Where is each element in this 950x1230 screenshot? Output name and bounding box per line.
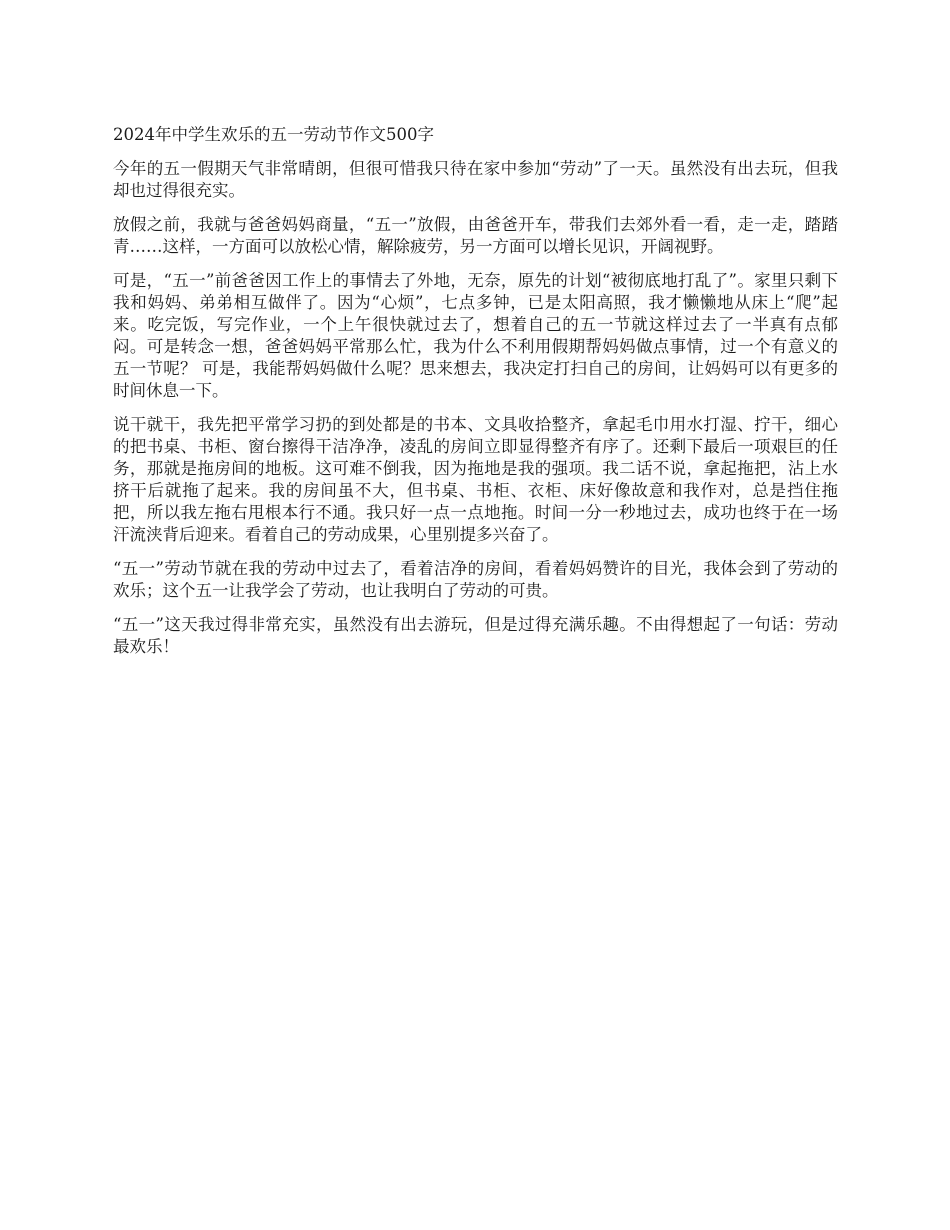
paragraph-1: 今年的五一假期天气非常晴朗，但很可惜我只待在家中参加“劳动”了一天。虽然没有出去玩，但我却也过得很充实。 — [113, 159, 838, 200]
document-page — [113, 124, 838, 670]
document-title: 2024年中学生欢乐的五一劳动节作文500字 — [113, 125, 434, 144]
paragraph-6: “五一”这天我过得非常充实，虽然没有出去游玩，但是过得充满乐趣。不由得想起了一句话：劳动最欢乐！ — [113, 615, 838, 656]
paragraph-3: 可是，“五一”前爸爸因工作上的事情去了外地，无奈，原先的计划“被彻底地打乱了”。家里只剩下我和妈妈、弟弟相互做伴了。因为“心烦”，七点多钟，已是太阳高照，我才懒懒地从床上“爬”起来。吃完饭，写完作业，一个上午很快就过去了，想着自己的五一节就这样过去了一半真有点郁闷。可是转念一想，爸爸妈妈平常那么忙，我为什么不利用假期帮妈妈做点事情，过一个有意义的五一节呢？ 可是，我能帮妈妈做什么呢？思来想去，我决定打扫自己的房间，让妈妈可以有更多的时间休息一下。 — [113, 271, 838, 400]
paragraph-4: 说干就干，我先把平常学习扔的到处都是的书本、文具收拾整齐，拿起毛巾用水打湿、拧干，细心的把书桌、书柜、窗台擦得干洁净净，凌乱的房间立即显得整齐有序了。还剩下最后一项艰巨的任务，那就是拖房间的地板。这可难不倒我，因为拖地是我的强项。我二话不说，拿起拖把，沾上水挤干后就拖了起来。我的房间虽不大，但书桌、书柜、衣柜、床好像故意和我作对，总是挡住拖把，所以我左拖右甩根本行不通。我只好一点一点地拖。时间一分一秒地过去，成功也终于在一场汗流浃背后迎来。看着自己的劳动成果，心里别提多兴奋了。 — [113, 415, 838, 544]
paragraph-5: “五一”劳动节就在我的劳动中过去了，看着洁净的房间，看着妈妈赞许的目光，我体会到了劳动的欢乐；这个五一让我学会了劳动，也让我明白了劳动的可贵。 — [113, 559, 838, 600]
paragraph-2: 放假之前，我就与爸爸妈妈商量，“五一”放假，由爸爸开车，带我们去郊外看一看，走一走，踏踏青……这样，一方面可以放松心情，解除疲劳，另一方面可以增长见识，开阔视野。 — [113, 215, 838, 256]
